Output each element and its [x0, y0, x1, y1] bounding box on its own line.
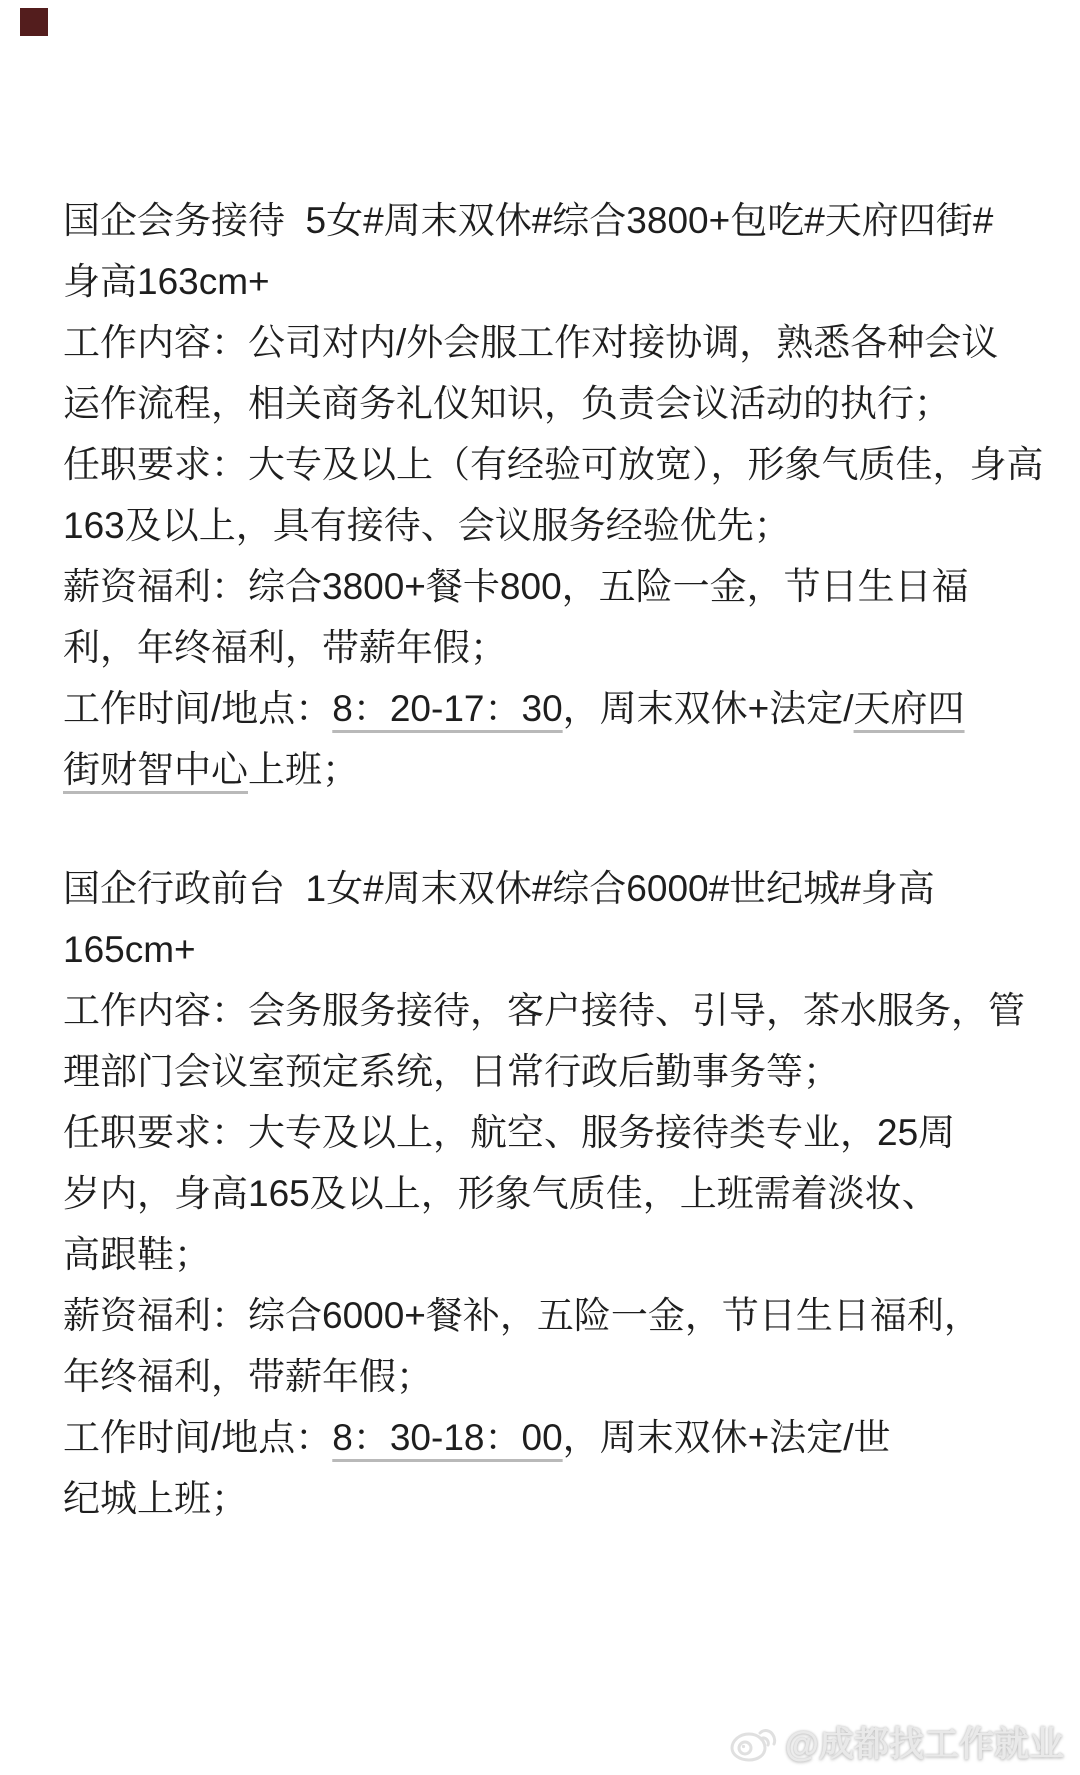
weibo-logo-icon: [729, 1721, 777, 1763]
text-line: [63, 1468, 1028, 1529]
text-segment: 年终福利，带薪年假；: [63, 1356, 433, 1397]
text-line: [63, 858, 1028, 919]
text-line: [63, 373, 1028, 434]
text-line: [63, 1163, 1028, 1224]
underlined-link-text[interactable]: 街财智中心: [63, 749, 248, 790]
text-segment: 运作流程，相关商务礼仪知识，负责会议活动的执行；: [63, 383, 951, 424]
text-segment: 国企会务接待 5女#周末双休#综合3800+包吃#天府四街#: [63, 200, 994, 241]
text-line: [63, 1346, 1028, 1407]
underlined-link-text[interactable]: 8：20-17：30: [332, 688, 563, 729]
text-segment: 理部门会议室预定系统，日常行政后勤事务等；: [63, 1051, 840, 1092]
text-segment: 任职要求：大专及以上（有经验可放宽），形象气质佳，身高: [63, 444, 1044, 485]
text-line: [63, 678, 1028, 739]
text-segment: ，周末双休+法定/世: [562, 1417, 891, 1458]
job-post: [63, 858, 1028, 1529]
text-line: [63, 1407, 1028, 1468]
text-segment: 利，年终福利，带薪年假；: [63, 627, 507, 668]
text-line: [63, 190, 1028, 251]
job-post: [63, 190, 1044, 800]
text-segment: 工作内容：公司对内/外会服工作对接协调，熟悉各种会议: [63, 322, 999, 363]
watermark-handle: @成都找工作就业: [784, 1725, 1064, 1764]
text-line: [63, 980, 1028, 1041]
text-segment: 163及以上，具有接待、会议服务经验优先；: [63, 505, 791, 546]
text-segment: 165cm+: [63, 929, 196, 970]
text-line: [63, 251, 1028, 312]
underlined-link-text[interactable]: 8：30-18：00: [332, 1417, 563, 1458]
text-line: [63, 1102, 1028, 1163]
text-segment: 薪资福利：综合6000+餐补，五险一金，节日生日福利，: [63, 1295, 981, 1336]
corner-mark: [20, 8, 48, 36]
text-line: [63, 312, 1028, 373]
text-segment: 高跟鞋；: [63, 1234, 211, 1275]
text-segment: ，周末双休+法定/: [562, 688, 854, 729]
job-listings: [63, 190, 1044, 1529]
text-segment: 工作时间/地点：: [63, 688, 333, 729]
text-line: [63, 1041, 1028, 1102]
text-line: [63, 617, 1028, 678]
underlined-link-text[interactable]: 天府四: [853, 688, 965, 729]
text-line: [63, 434, 1044, 495]
text-line: [63, 495, 1028, 556]
text-segment: 身高163cm+: [63, 261, 270, 302]
text-segment: 工作时间/地点：: [63, 1417, 333, 1458]
text-line: [63, 1285, 1028, 1346]
text-line: [63, 556, 1028, 617]
text-segment: 岁内，身高165及以上，形象气质佳，上班需着淡妆、: [63, 1173, 939, 1214]
text-line: [63, 919, 1028, 980]
text-segment: 任职要求：大专及以上，航空、服务接待类专业，25周: [63, 1112, 956, 1153]
weibo-watermark: [729, 1717, 1064, 1767]
text-segment: 纪城上班；: [63, 1478, 248, 1519]
text-line: [63, 739, 1028, 800]
text-segment: 工作内容：会务服务接待，客户接待、引导，茶水服务，管: [63, 990, 1025, 1031]
text-segment: 薪资福利：综合3800+餐卡800，五险一金，节日生日福: [63, 566, 969, 607]
text-segment: 上班；: [248, 749, 359, 790]
text-line: [63, 1224, 1028, 1285]
text-segment: 国企行政前台 1女#周末双休#综合6000#世纪城#身高: [63, 868, 935, 909]
